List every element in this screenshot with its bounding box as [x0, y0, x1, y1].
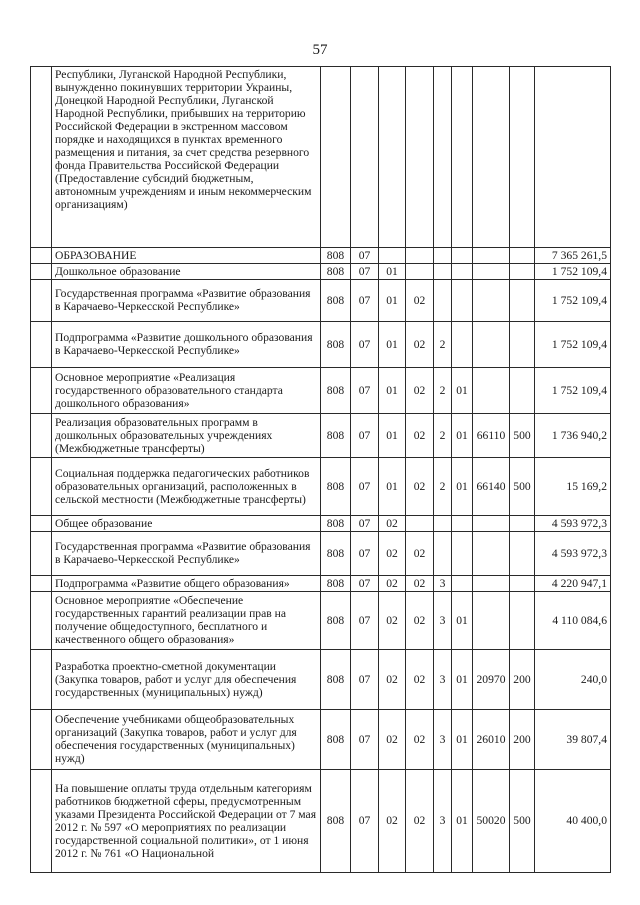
row-amount: 1 752 109,4: [535, 263, 611, 279]
code-ministry: 808: [321, 279, 351, 321]
code-direction: 66110: [473, 413, 510, 457]
code-ministry: 808: [321, 263, 351, 279]
code-subprogram: 3: [434, 709, 452, 769]
code-ministry: 808: [321, 321, 351, 367]
code-section: 07: [351, 591, 379, 649]
row-name: Подпрограмма «Развитие общего образования»: [52, 575, 321, 591]
row-amount: 1 736 940,2: [535, 413, 611, 457]
code-subprogram: [434, 531, 452, 575]
code-subsection: 01: [379, 367, 406, 413]
row-name: Дошкольное образование: [52, 263, 321, 279]
code-ministry: 808: [321, 248, 351, 264]
code-section: 07: [351, 457, 379, 515]
table-row: [31, 649, 611, 709]
code-ministry: 808: [321, 591, 351, 649]
code-program: 02: [406, 531, 434, 575]
table-row: [31, 248, 611, 264]
row-amount: 4 593 972,3: [535, 531, 611, 575]
code-subprogram: [434, 279, 452, 321]
table-row: [31, 515, 611, 531]
code-program: [406, 263, 434, 279]
code-ministry: 808: [321, 709, 351, 769]
row-amount: [535, 67, 611, 248]
code-expense-type: [510, 515, 535, 531]
code-section: 07: [351, 649, 379, 709]
code-direction: [473, 263, 510, 279]
code-program: 02: [406, 769, 434, 872]
code-section: 07: [351, 263, 379, 279]
code-subsection: [379, 248, 406, 264]
table-row: [31, 413, 611, 457]
row-amount: 7 365 261,5: [535, 248, 611, 264]
code-section: 07: [351, 575, 379, 591]
row-amount: 1 752 109,4: [535, 321, 611, 367]
row-amount: 39 807,4: [535, 709, 611, 769]
row-name: Основное мероприятие «Обеспечение государственных гарантий реализации прав на получение общедоступного, бесплатного и качественного общего образования»: [52, 591, 321, 649]
row-amount: 4 593 972,3: [535, 515, 611, 531]
code-section: 07: [351, 413, 379, 457]
table-row: [31, 67, 611, 248]
table-row: [31, 457, 611, 515]
code-direction: [473, 279, 510, 321]
row-name: Государственная программа «Развитие образования в Карачаево-Черкесской Республике»: [52, 531, 321, 575]
row-name: ОБРАЗОВАНИЕ: [52, 248, 321, 264]
row-name: На повышение оплаты труда отдельным категориям работников бюджетной сферы, предусмотренным указами Президента Российской Федерации от 7 мая 2012 г. № 597 «О мероприятиях по реализации государственной социальной политики», от 1 июня 2012 г. № 761 «О Национальной: [52, 769, 321, 872]
code-program: 02: [406, 413, 434, 457]
code-direction: [473, 575, 510, 591]
code-event: [452, 67, 473, 248]
code-expense-type: [510, 263, 535, 279]
code-event: [452, 515, 473, 531]
code-program: 02: [406, 709, 434, 769]
row-name: Реализация образовательных программ в дошкольных образовательных учреждениях (Межбюджетные трансферты): [52, 413, 321, 457]
code-expense-type: [510, 531, 535, 575]
table-row: [31, 531, 611, 575]
code-subprogram: 2: [434, 413, 452, 457]
code-ministry: 808: [321, 575, 351, 591]
code-direction: 66140: [473, 457, 510, 515]
code-program: [406, 248, 434, 264]
code-expense-type: 200: [510, 649, 535, 709]
code-ministry: 808: [321, 649, 351, 709]
code-program: [406, 515, 434, 531]
table-row: [31, 769, 611, 872]
row-amount: 4 220 947,1: [535, 575, 611, 591]
code-subprogram: [434, 263, 452, 279]
code-event: [452, 321, 473, 367]
code-section: [351, 67, 379, 248]
code-subsection: 02: [379, 575, 406, 591]
code-program: 02: [406, 591, 434, 649]
code-program: 02: [406, 279, 434, 321]
row-name: Основное мероприятие «Реализация государственного образовательного стандарта дошкольного образования»: [52, 367, 321, 413]
table-row: [31, 591, 611, 649]
code-section: 07: [351, 321, 379, 367]
table-row: [31, 575, 611, 591]
code-event: [452, 248, 473, 264]
code-subprogram: [434, 248, 452, 264]
code-direction: [473, 67, 510, 248]
code-event: [452, 575, 473, 591]
row-name: Общее образование: [52, 515, 321, 531]
code-expense-type: 500: [510, 413, 535, 457]
code-subprogram: 2: [434, 367, 452, 413]
code-event: 01: [452, 413, 473, 457]
row-name: Республики, Луганской Народной Республики, вынужденно покинувших территории Украины, Донецкой Народной Республики, Луганской Народной Республики, прибывших на территорию Российской Федерации в экстренном массовом порядке и находящихся в пунктах временного размещения и питания, за счет средства резервного фонда Правительства Российской Федерации (Предоставление субсидий бюджетным, автономным учреждениям и иным некоммерческим организациям): [52, 67, 321, 248]
code-subprogram: 3: [434, 591, 452, 649]
code-subsection: 01: [379, 457, 406, 515]
code-expense-type: [510, 591, 535, 649]
code-ministry: 808: [321, 769, 351, 872]
code-expense-type: 200: [510, 709, 535, 769]
code-ministry: 808: [321, 413, 351, 457]
code-subsection: 02: [379, 515, 406, 531]
code-ministry: 808: [321, 367, 351, 413]
code-subsection: 02: [379, 769, 406, 872]
code-event: 01: [452, 367, 473, 413]
table-row: [31, 709, 611, 769]
code-section: 07: [351, 769, 379, 872]
code-expense-type: [510, 248, 535, 264]
code-section: 07: [351, 515, 379, 531]
row-name: Социальная поддержка педагогических работников образовательных организаций, расположенных в сельской местности (Межбюджетные трансферты): [52, 457, 321, 515]
code-subsection: 01: [379, 413, 406, 457]
code-expense-type: [510, 321, 535, 367]
table-row: [31, 279, 611, 321]
code-subsection: 02: [379, 709, 406, 769]
code-expense-type: [510, 67, 535, 248]
code-subprogram: 2: [434, 321, 452, 367]
code-event: 01: [452, 649, 473, 709]
row-amount: 1 752 109,4: [535, 279, 611, 321]
row-amount: 240,0: [535, 649, 611, 709]
code-direction: [473, 531, 510, 575]
row-amount: 40 400,0: [535, 769, 611, 872]
code-ministry: 808: [321, 457, 351, 515]
code-direction: [473, 321, 510, 367]
budget-table: [30, 66, 611, 873]
code-subprogram: 3: [434, 649, 452, 709]
code-direction: 20970: [473, 649, 510, 709]
code-event: [452, 279, 473, 321]
code-subsection: 02: [379, 531, 406, 575]
code-section: 07: [351, 248, 379, 264]
row-amount: 1 752 109,4: [535, 367, 611, 413]
code-ministry: 808: [321, 531, 351, 575]
table-row: [31, 321, 611, 367]
code-subprogram: 2: [434, 457, 452, 515]
row-name: Разработка проектно-сметной документации (Закупка товаров, работ и услуг для обеспечения государственных (муниципальных) нужд): [52, 649, 321, 709]
code-expense-type: [510, 367, 535, 413]
code-event: 01: [452, 709, 473, 769]
code-event: 01: [452, 769, 473, 872]
code-program: 02: [406, 457, 434, 515]
row-name: Государственная программа «Развитие образования в Карачаево-Черкесской Республике»: [52, 279, 321, 321]
code-ministry: [321, 67, 351, 248]
code-event: [452, 531, 473, 575]
row-amount: 15 169,2: [535, 457, 611, 515]
row-name: Подпрограмма «Развитие дошкольного образования в Карачаево-Черкесской Республике»: [52, 321, 321, 367]
code-section: 07: [351, 709, 379, 769]
table-row: [31, 263, 611, 279]
code-subsection: 01: [379, 279, 406, 321]
code-direction: [473, 515, 510, 531]
code-section: 07: [351, 367, 379, 413]
code-subsection: 02: [379, 591, 406, 649]
code-direction: 26010: [473, 709, 510, 769]
code-expense-type: [510, 575, 535, 591]
table-row: [31, 367, 611, 413]
code-subsection: [379, 67, 406, 248]
code-expense-type: [510, 279, 535, 321]
code-direction: [473, 367, 510, 413]
code-program: [406, 67, 434, 248]
code-program: 02: [406, 321, 434, 367]
code-program: 02: [406, 575, 434, 591]
code-ministry: 808: [321, 515, 351, 531]
row-amount: 4 110 084,6: [535, 591, 611, 649]
page-number: 57: [312, 42, 328, 58]
code-event: 01: [452, 457, 473, 515]
row-name: Обеспечение учебниками общеобразовательных организаций (Закупка товаров, работ и услуг для обеспечения государственных (муниципальных) нужд): [52, 709, 321, 769]
code-subprogram: [434, 67, 452, 248]
code-subsection: 01: [379, 263, 406, 279]
code-event: [452, 263, 473, 279]
code-section: 07: [351, 279, 379, 321]
code-subsection: 02: [379, 649, 406, 709]
code-event: 01: [452, 591, 473, 649]
code-expense-type: 500: [510, 769, 535, 872]
code-subprogram: [434, 515, 452, 531]
code-program: 02: [406, 649, 434, 709]
code-subprogram: 3: [434, 575, 452, 591]
code-subprogram: 3: [434, 769, 452, 872]
code-expense-type: 500: [510, 457, 535, 515]
code-direction: [473, 591, 510, 649]
code-program: 02: [406, 367, 434, 413]
code-subsection: 01: [379, 321, 406, 367]
code-section: 07: [351, 531, 379, 575]
code-direction: [473, 248, 510, 264]
code-direction: 50020: [473, 769, 510, 872]
